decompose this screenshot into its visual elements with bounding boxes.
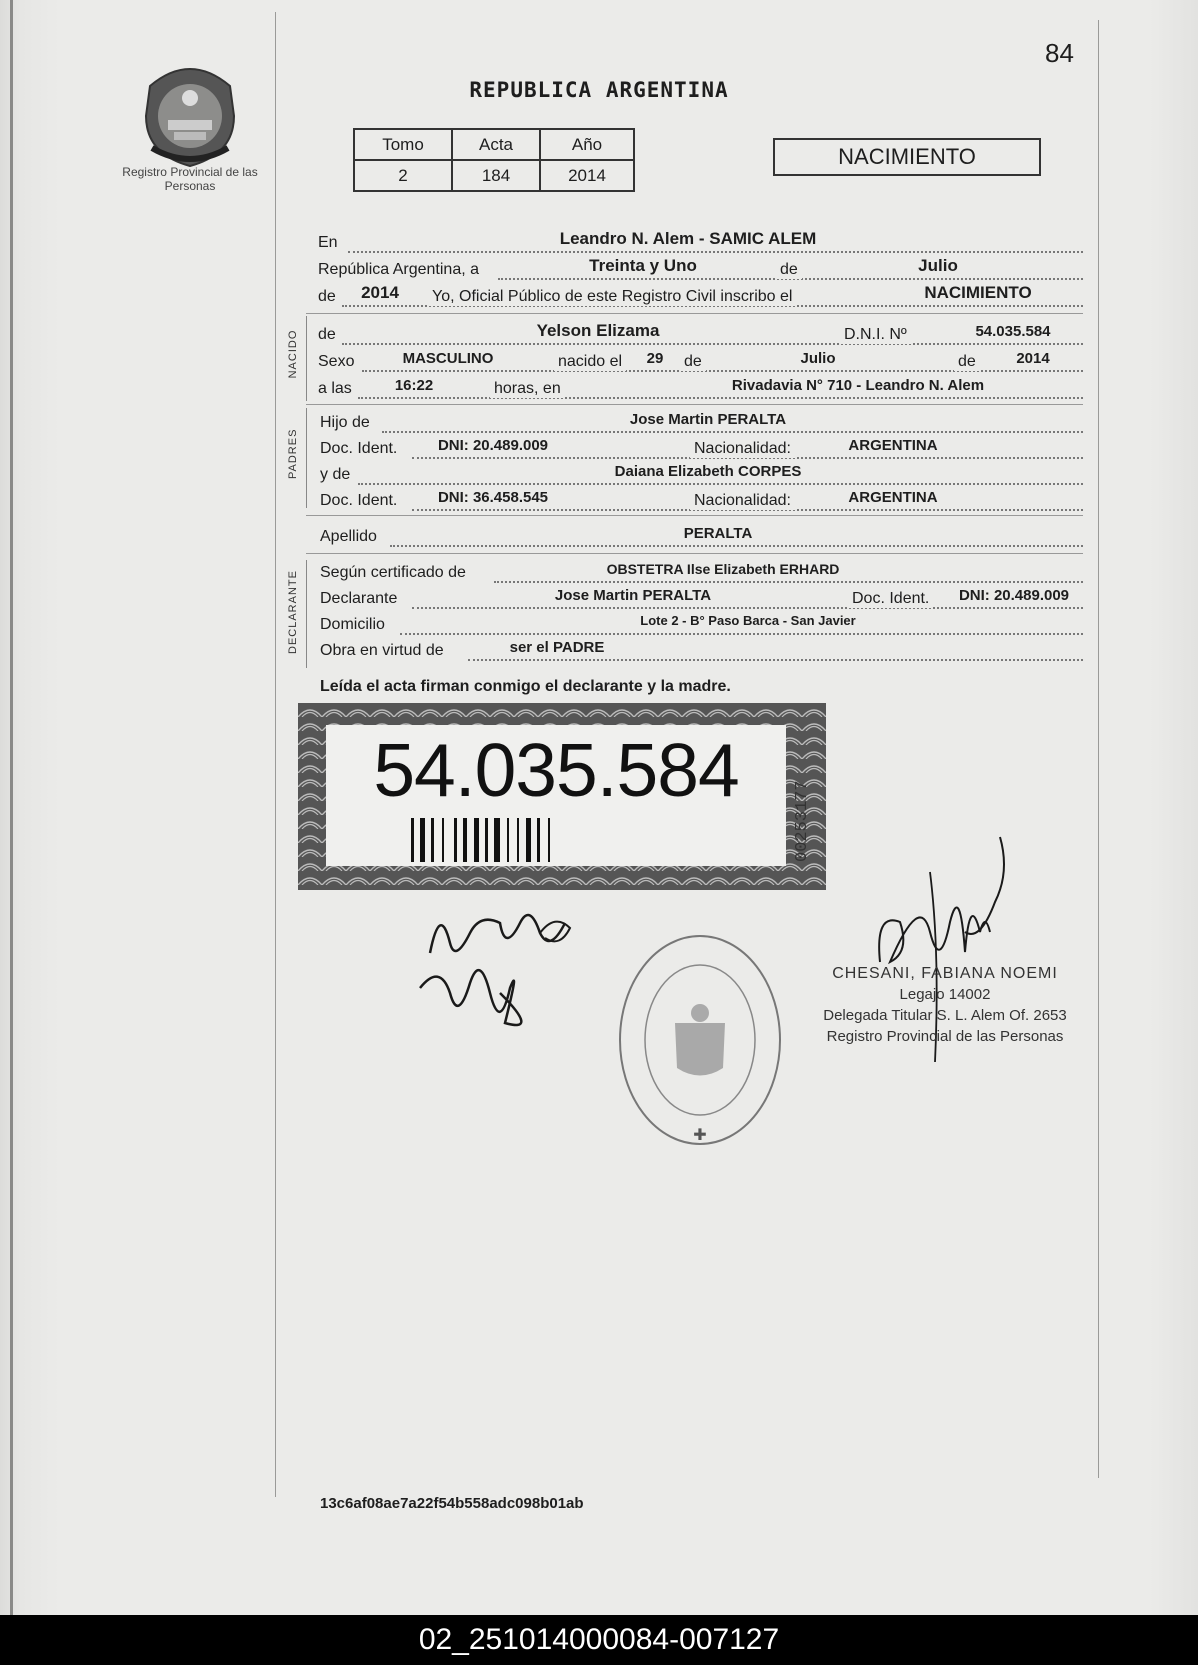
obra-label: Obra en virtud de [320, 642, 444, 659]
madre-nac-label: Nacionalidad: [690, 492, 795, 510]
row-padre-doc [318, 436, 1083, 460]
tipo-value: NACIMIENTO [924, 283, 1032, 302]
margin-rule-right [1098, 20, 1099, 1478]
dotted-line [342, 342, 1083, 345]
de-label: de [776, 261, 802, 279]
official-role: Delegada Titular S. L. Alem Of. 2653 [823, 1007, 1067, 1024]
row-apellido [318, 524, 1083, 548]
apellido-value: PERALTA [683, 525, 753, 542]
value-tomo: 2 [354, 160, 452, 191]
row-padre [318, 410, 1083, 434]
dotted-line [382, 430, 1083, 433]
nacido-mes: Julio [800, 350, 836, 367]
sticker-dni-number: 54.035.584 [373, 728, 739, 812]
nacido-dni: 54.035.584 [975, 323, 1051, 340]
document-hash: 13c6af08ae7a22f54b558adc098b01ab [320, 1495, 584, 1512]
row-nacido-hora [318, 376, 1083, 400]
obra-value: ser el PADRE [509, 639, 605, 656]
padres-section-label: PADRES [287, 428, 299, 479]
section-separator [306, 553, 1083, 554]
barcode-bar [507, 818, 509, 862]
hijo-de-label: Hijo de [320, 414, 370, 431]
row-obra [318, 638, 1083, 662]
declarant-signature [410, 893, 600, 1043]
row-madre-doc [318, 488, 1083, 512]
declarante-doc-label: Doc. Ident. [848, 590, 933, 608]
nacido-lugar: Rivadavia N° 710 - Leandro N. Alem [731, 377, 985, 394]
official-stamp-text [800, 963, 1090, 1047]
dni-label: D.N.I. Nº [840, 326, 911, 344]
registry-table [353, 128, 635, 192]
padre-nacionalidad: ARGENTINA [848, 437, 938, 454]
official-institution: Registro Provincial de las Personas [826, 1028, 1064, 1045]
document-title: REPUBLICA ARGENTINA [469, 78, 729, 102]
nacido-nombre: Yelson Elizama [536, 321, 660, 340]
sexo-label: Sexo [318, 353, 355, 370]
act-type-box: NACIMIENTO [773, 138, 1041, 176]
declarante-nombre: Jose Martin PERALTA [554, 587, 712, 604]
nacido-section-label: NACIDO [287, 329, 299, 379]
section-separator [306, 313, 1083, 314]
en-label: En [318, 234, 338, 251]
certificado-value: OBSTETRA Ilse Elizabeth ERHARD [606, 561, 840, 577]
section-separator [306, 404, 1083, 405]
apellido-label: Apellido [320, 528, 377, 545]
declarante-doc: DNI: 20.489.009 [958, 587, 1070, 604]
barcode-bar [474, 818, 479, 862]
svg-text:00253177: 00253177 [793, 780, 812, 862]
madre-doc-label: Doc. Ident. [320, 492, 398, 509]
row-nacido-sexo [318, 349, 1083, 373]
nacido-de3-label: de [954, 353, 980, 371]
barcode-bar [463, 818, 467, 862]
row-madre [318, 462, 1083, 486]
horas-label: horas, en [490, 380, 565, 398]
dni-sticker [298, 703, 826, 890]
barcode-bar [517, 818, 519, 862]
province-emblem-logo [138, 58, 242, 168]
row-domicilio [318, 612, 1083, 636]
row-en [318, 230, 1083, 254]
svg-text:✚: ✚ [693, 1127, 707, 1144]
header-anio: Año [540, 129, 634, 160]
madre-nacionalidad: ARGENTINA [848, 489, 938, 506]
official-legajo: Legajo 14002 [899, 986, 991, 1003]
barcode-bar [526, 818, 531, 862]
sticker-inner [326, 725, 786, 866]
section-separator [306, 515, 1083, 516]
row-declarante [318, 586, 1083, 610]
header-acta: Acta [452, 129, 540, 160]
scan-id-footer: 02_251014000084-007127 [0, 1615, 1198, 1665]
dotted-line [358, 396, 1083, 399]
barcode [411, 818, 711, 862]
page-edge [10, 0, 13, 1615]
nacido-hora: 16:22 [394, 377, 434, 394]
de2-label: de [318, 288, 336, 305]
sexo-value: MASCULINO [402, 350, 494, 367]
value-anio: 2014 [540, 160, 634, 191]
dotted-line [412, 606, 1083, 609]
dia-value: Treinta y Uno [589, 256, 697, 275]
row-nacido-nombre [318, 322, 1083, 346]
dotted-line [390, 544, 1083, 547]
barcode-bar [494, 818, 500, 862]
barcode-bar [411, 818, 414, 862]
section-bracket [306, 408, 307, 508]
barcode-bar [454, 818, 457, 862]
padre-doc: DNI: 20.489.009 [437, 437, 549, 454]
row-certificado [318, 560, 1083, 584]
section-bracket [306, 560, 307, 668]
official-name: CHESANI, FABIANA NOEMI [832, 965, 1058, 982]
nacido-anio: 2014 [1016, 350, 1050, 367]
domicilio-label: Domicilio [320, 616, 385, 633]
margin-rule-left [275, 12, 276, 1497]
padre-nac-label: Nacionalidad: [690, 440, 795, 458]
madre-doc: DNI: 36.458.545 [437, 489, 549, 506]
anio-value: 2014 [361, 283, 399, 302]
barcode-bar [431, 818, 434, 862]
nacido-el-label: nacido el [554, 353, 626, 371]
nacido-dia: 29 [646, 350, 664, 367]
dotted-line [468, 658, 1083, 661]
certificado-label: Según certificado de [320, 564, 466, 581]
sticker-serial [790, 712, 812, 862]
dotted-line [348, 250, 1083, 253]
en-value: Leandro N. Alem - SAMIC ALEM [559, 229, 817, 248]
header-tomo: Tomo [354, 129, 452, 160]
declarante-label: Declarante [320, 590, 398, 607]
closing-statement: Leída el acta firman conmigo el declarante y la madre. [320, 678, 731, 695]
dotted-line [400, 632, 1083, 635]
alas-label: a las [318, 380, 352, 397]
value-acta: 184 [452, 160, 540, 191]
padre-doc-label: Doc. Ident. [320, 440, 398, 457]
declarante-section-label: DECLARANTE [287, 570, 299, 654]
registry-seal-stamp [615, 928, 785, 1153]
logo-caption: Registro Provincial de las Personas [122, 165, 258, 193]
oficial-text: Yo, Oficial Público de este Registro Civil inscribo el [428, 288, 796, 306]
page-number: 84 [1045, 38, 1074, 68]
barcode-bar [548, 818, 550, 862]
nacido-de-label: de [318, 326, 336, 343]
padre-nombre: Jose Martin PERALTA [629, 411, 787, 428]
nacido-de2-label: de [680, 353, 706, 371]
barcode-bar [485, 818, 488, 862]
dotted-line [358, 482, 1083, 485]
republica-label: República Argentina, a [318, 261, 479, 278]
mes-value: Julio [918, 256, 958, 275]
barcode-bar [420, 818, 425, 862]
yde-label: y de [320, 466, 351, 483]
row-republica [318, 257, 1083, 281]
barcode-bar [442, 818, 444, 862]
section-bracket [306, 316, 307, 401]
barcode-bar [537, 818, 540, 862]
dotted-line [494, 580, 1083, 583]
row-anio [318, 284, 1083, 308]
domicilio-value: Lote 2 - B° Paso Barca - San Javier [640, 613, 856, 628]
madre-nombre: Daiana Elizabeth CORPES [614, 463, 802, 480]
